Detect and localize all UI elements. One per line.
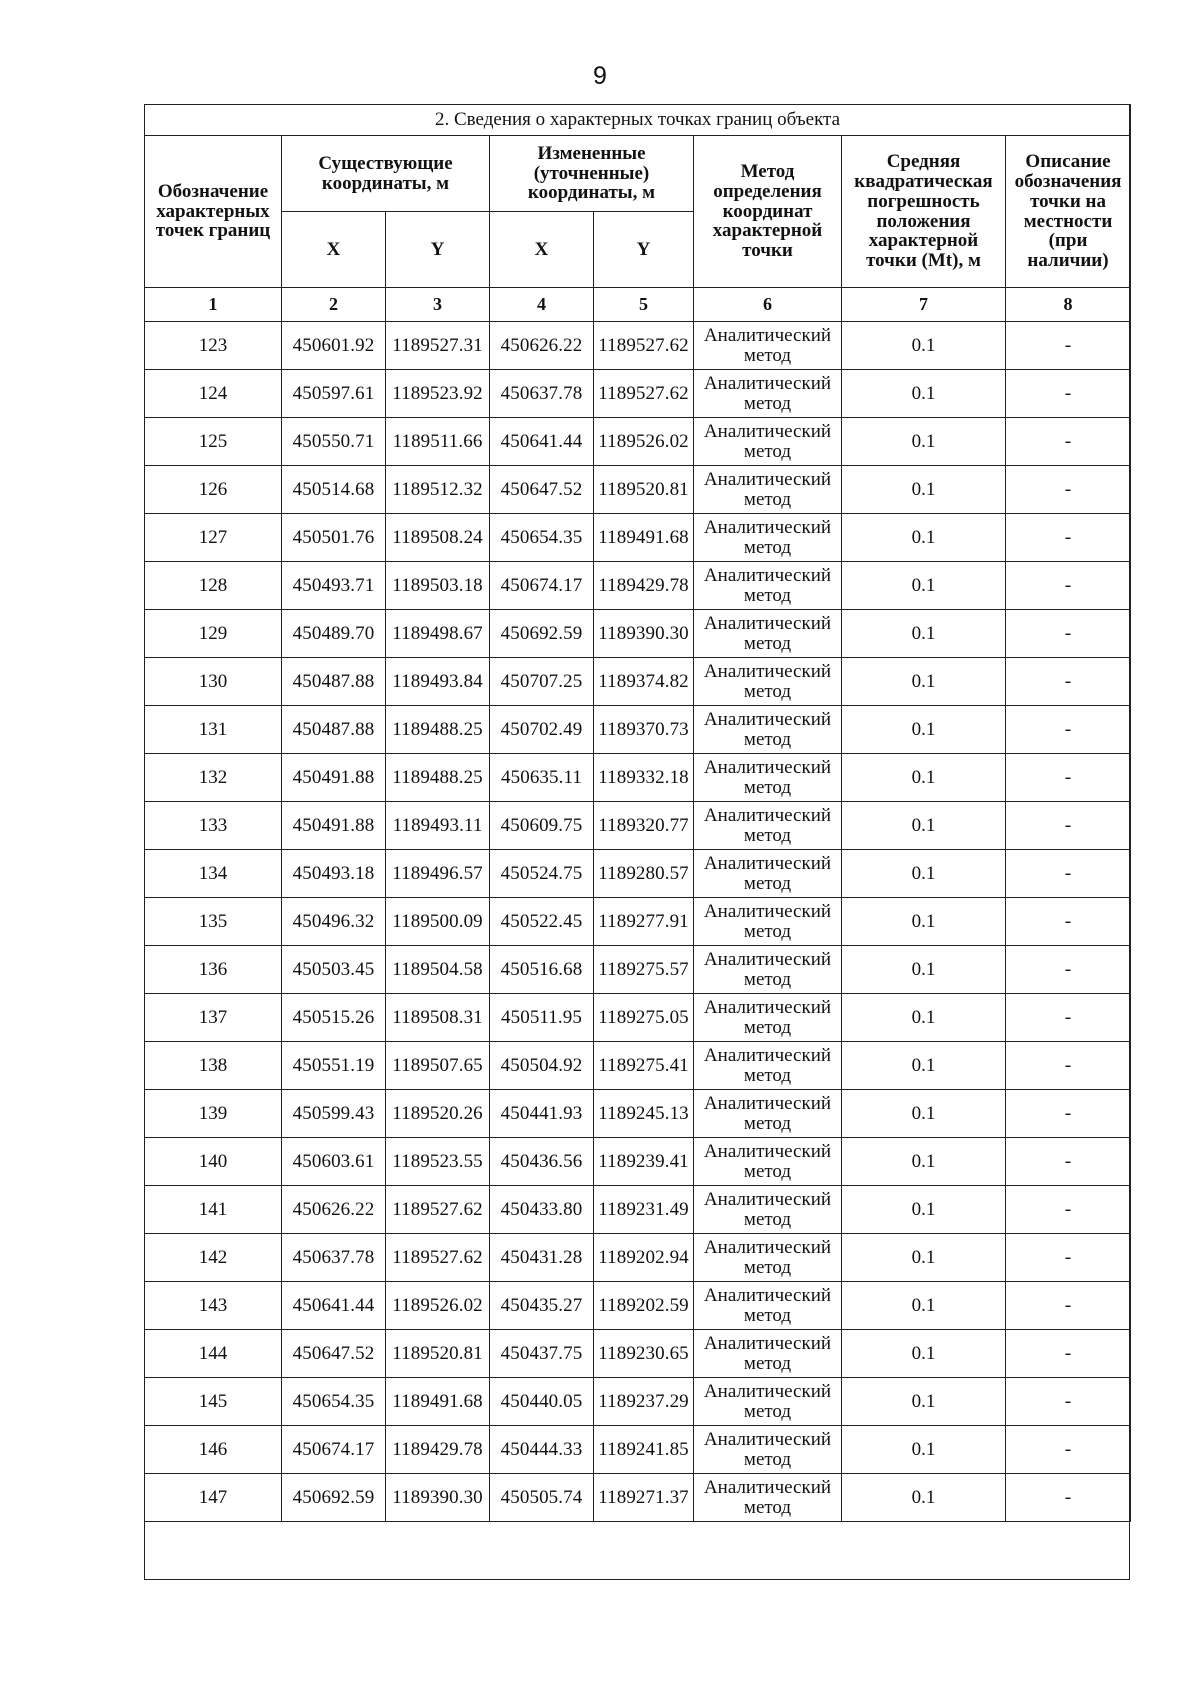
cell-existing-y: 1189488.25 (386, 754, 490, 802)
cell-description: - (1006, 1474, 1131, 1522)
cell-point-designation: 147 (145, 1474, 282, 1522)
cell-method: Аналитический метод (694, 418, 842, 466)
cell-existing-y: 1189511.66 (386, 418, 490, 466)
cell-changed-y: 1189275.41 (594, 1042, 694, 1090)
cell-point-designation: 129 (145, 610, 282, 658)
cell-point-designation: 126 (145, 466, 282, 514)
cell-changed-y: 1189280.57 (594, 850, 694, 898)
cell-changed-x: 450707.25 (490, 658, 594, 706)
cell-existing-x: 450599.43 (282, 1090, 386, 1138)
cell-existing-y: 1189493.11 (386, 802, 490, 850)
cell-changed-y: 1189526.02 (594, 418, 694, 466)
cell-method: Аналитический метод (694, 1042, 842, 1090)
cell-changed-y: 1189527.62 (594, 370, 694, 418)
cell-method: Аналитический метод (694, 994, 842, 1042)
cell-mean-error: 0.1 (842, 1282, 1006, 1330)
cell-existing-x: 450493.18 (282, 850, 386, 898)
cell-changed-x: 450504.92 (490, 1042, 594, 1090)
cell-existing-y: 1189512.32 (386, 466, 490, 514)
cell-mean-error: 0.1 (842, 610, 1006, 658)
cell-changed-y: 1189275.05 (594, 994, 694, 1042)
cell-description: - (1006, 466, 1131, 514)
cell-existing-y: 1189508.31 (386, 994, 490, 1042)
cell-description: - (1006, 754, 1131, 802)
cell-changed-x: 450522.45 (490, 898, 594, 946)
cell-existing-y: 1189429.78 (386, 1426, 490, 1474)
cell-changed-y: 1189520.81 (594, 466, 694, 514)
cell-existing-x: 450641.44 (282, 1282, 386, 1330)
cell-existing-x: 450493.71 (282, 562, 386, 610)
cell-description: - (1006, 1234, 1131, 1282)
cell-description: - (1006, 946, 1131, 994)
cell-existing-x: 450674.17 (282, 1426, 386, 1474)
cell-method: Аналитический метод (694, 466, 842, 514)
cell-method: Аналитический метод (694, 946, 842, 994)
cell-changed-y: 1189231.49 (594, 1186, 694, 1234)
cell-mean-error: 0.1 (842, 706, 1006, 754)
cell-point-designation: 137 (145, 994, 282, 1042)
header-existing-coordinates: Существующие координаты, м (282, 136, 490, 212)
cell-mean-error: 0.1 (842, 1042, 1006, 1090)
page-number: 9 (593, 62, 607, 90)
cell-changed-x: 450692.59 (490, 610, 594, 658)
cell-changed-x: 450647.52 (490, 466, 594, 514)
cell-description: - (1006, 1090, 1131, 1138)
cell-mean-error: 0.1 (842, 562, 1006, 610)
cell-changed-y: 1189332.18 (594, 754, 694, 802)
cell-existing-y: 1189488.25 (386, 706, 490, 754)
cell-changed-y: 1189491.68 (594, 514, 694, 562)
column-number: 5 (594, 288, 694, 322)
cell-existing-x: 450514.68 (282, 466, 386, 514)
cell-description: - (1006, 562, 1131, 610)
cell-point-designation: 133 (145, 802, 282, 850)
cell-point-designation: 124 (145, 370, 282, 418)
cell-method: Аналитический метод (694, 1378, 842, 1426)
cell-description: - (1006, 706, 1131, 754)
cell-existing-y: 1189527.31 (386, 322, 490, 370)
cell-existing-y: 1189504.58 (386, 946, 490, 994)
cell-changed-y: 1189370.73 (594, 706, 694, 754)
cell-changed-y: 1189390.30 (594, 610, 694, 658)
cell-description: - (1006, 850, 1131, 898)
empty-bottom-row (144, 1532, 1130, 1580)
cell-changed-x: 450444.33 (490, 1426, 594, 1474)
cell-existing-y: 1189523.92 (386, 370, 490, 418)
cell-point-designation: 127 (145, 514, 282, 562)
cell-mean-error: 0.1 (842, 850, 1006, 898)
cell-existing-x: 450551.19 (282, 1042, 386, 1090)
cell-mean-error: 0.1 (842, 1090, 1006, 1138)
header-method: Метод определения координат характерной точки (694, 136, 842, 288)
cell-mean-error: 0.1 (842, 754, 1006, 802)
cell-mean-error: 0.1 (842, 1426, 1006, 1474)
column-number: 7 (842, 288, 1006, 322)
cell-mean-error: 0.1 (842, 418, 1006, 466)
cell-changed-y: 1189245.13 (594, 1090, 694, 1138)
cell-existing-y: 1189508.24 (386, 514, 490, 562)
cell-changed-x: 450702.49 (490, 706, 594, 754)
cell-changed-x: 450516.68 (490, 946, 594, 994)
cell-changed-y: 1189271.37 (594, 1474, 694, 1522)
cell-description: - (1006, 802, 1131, 850)
cell-point-designation: 142 (145, 1234, 282, 1282)
cell-changed-y: 1189202.59 (594, 1282, 694, 1330)
cell-point-designation: 135 (145, 898, 282, 946)
header-mean-error: Средняя квадратическая погрешность положения характерной точки (Mt), м (842, 136, 1006, 288)
cell-changed-y: 1189527.62 (594, 322, 694, 370)
cell-existing-x: 450501.76 (282, 514, 386, 562)
cell-method: Аналитический метод (694, 370, 842, 418)
cell-changed-x: 450635.11 (490, 754, 594, 802)
cell-existing-x: 450515.26 (282, 994, 386, 1042)
cell-mean-error: 0.1 (842, 466, 1006, 514)
cell-method: Аналитический метод (694, 850, 842, 898)
cell-existing-x: 450597.61 (282, 370, 386, 418)
header-designation: Обозначение характерных точек границ (145, 136, 282, 288)
cell-point-designation: 139 (145, 1090, 282, 1138)
cell-mean-error: 0.1 (842, 1186, 1006, 1234)
cell-point-designation: 140 (145, 1138, 282, 1186)
cell-changed-y: 1189277.91 (594, 898, 694, 946)
cell-method: Аналитический метод (694, 1234, 842, 1282)
cell-point-designation: 123 (145, 322, 282, 370)
cell-method: Аналитический метод (694, 898, 842, 946)
cell-changed-x: 450437.75 (490, 1330, 594, 1378)
cell-mean-error: 0.1 (842, 898, 1006, 946)
cell-changed-x: 450524.75 (490, 850, 594, 898)
cell-description: - (1006, 322, 1131, 370)
cell-method: Аналитический метод (694, 1426, 842, 1474)
cell-existing-y: 1189491.68 (386, 1378, 490, 1426)
table-frame (144, 104, 1130, 1580)
header-changed-y: Y (594, 212, 694, 288)
cell-changed-x: 450626.22 (490, 322, 594, 370)
cell-point-designation: 130 (145, 658, 282, 706)
cell-mean-error: 0.1 (842, 322, 1006, 370)
cell-point-designation: 136 (145, 946, 282, 994)
header-description: Описание обозначения точки на местности (при наличии) (1006, 136, 1131, 288)
cell-point-designation: 125 (145, 418, 282, 466)
column-number: 6 (694, 288, 842, 322)
cell-description: - (1006, 514, 1131, 562)
cell-changed-x: 450511.95 (490, 994, 594, 1042)
column-number: 8 (1006, 288, 1131, 322)
cell-mean-error: 0.1 (842, 370, 1006, 418)
cell-existing-y: 1189390.30 (386, 1474, 490, 1522)
column-number: 4 (490, 288, 594, 322)
cell-changed-x: 450440.05 (490, 1378, 594, 1426)
column-number: 2 (282, 288, 386, 322)
cell-existing-x: 450603.61 (282, 1138, 386, 1186)
cell-method: Аналитический метод (694, 322, 842, 370)
cell-description: - (1006, 610, 1131, 658)
header-existing-y: Y (386, 212, 490, 288)
cell-method: Аналитический метод (694, 802, 842, 850)
cell-method: Аналитический метод (694, 1474, 842, 1522)
cell-changed-x: 450435.27 (490, 1282, 594, 1330)
cell-existing-y: 1189503.18 (386, 562, 490, 610)
cell-mean-error: 0.1 (842, 994, 1006, 1042)
cell-description: - (1006, 1330, 1131, 1378)
cell-mean-error: 0.1 (842, 946, 1006, 994)
header-existing-x: X (282, 212, 386, 288)
cell-changed-x: 450637.78 (490, 370, 594, 418)
cell-point-designation: 141 (145, 1186, 282, 1234)
cell-description: - (1006, 1282, 1131, 1330)
header-changed-coordinates: Измененные (уточненные) координаты, м (490, 136, 694, 212)
cell-mean-error: 0.1 (842, 1378, 1006, 1426)
cell-mean-error: 0.1 (842, 514, 1006, 562)
column-number: 3 (386, 288, 490, 322)
cell-existing-x: 450654.35 (282, 1378, 386, 1426)
cell-existing-y: 1189527.62 (386, 1234, 490, 1282)
cell-changed-x: 450433.80 (490, 1186, 594, 1234)
cell-existing-y: 1189496.57 (386, 850, 490, 898)
cell-description: - (1006, 994, 1131, 1042)
section-title: 2. Сведения о характерных точках границ объекта (145, 105, 1131, 136)
cell-existing-x: 450496.32 (282, 898, 386, 946)
cell-point-designation: 131 (145, 706, 282, 754)
cell-existing-x: 450601.92 (282, 322, 386, 370)
cell-existing-x: 450626.22 (282, 1186, 386, 1234)
cell-existing-y: 1189500.09 (386, 898, 490, 946)
cell-existing-x: 450491.88 (282, 754, 386, 802)
cell-existing-y: 1189507.65 (386, 1042, 490, 1090)
cell-mean-error: 0.1 (842, 1474, 1006, 1522)
cell-point-designation: 134 (145, 850, 282, 898)
cell-method: Аналитический метод (694, 1282, 842, 1330)
cell-existing-y: 1189498.67 (386, 610, 490, 658)
cell-point-designation: 145 (145, 1378, 282, 1426)
cell-existing-y: 1189523.55 (386, 1138, 490, 1186)
cell-method: Аналитический метод (694, 1330, 842, 1378)
cell-existing-x: 450487.88 (282, 658, 386, 706)
cell-point-designation: 146 (145, 1426, 282, 1474)
cell-point-designation: 143 (145, 1282, 282, 1330)
cell-changed-y: 1189374.82 (594, 658, 694, 706)
cell-point-designation: 128 (145, 562, 282, 610)
cell-method: Аналитический метод (694, 754, 842, 802)
cell-description: - (1006, 418, 1131, 466)
cell-existing-x: 450487.88 (282, 706, 386, 754)
cell-changed-x: 450505.74 (490, 1474, 594, 1522)
cell-point-designation: 132 (145, 754, 282, 802)
cell-existing-x: 450503.45 (282, 946, 386, 994)
cell-method: Аналитический метод (694, 610, 842, 658)
cell-changed-x: 450674.17 (490, 562, 594, 610)
cell-description: - (1006, 370, 1131, 418)
cell-existing-y: 1189526.02 (386, 1282, 490, 1330)
column-number: 1 (145, 288, 282, 322)
cell-description: - (1006, 898, 1131, 946)
cell-changed-y: 1189241.85 (594, 1426, 694, 1474)
cell-changed-x: 450641.44 (490, 418, 594, 466)
cell-changed-y: 1189230.65 (594, 1330, 694, 1378)
cell-method: Аналитический метод (694, 514, 842, 562)
cell-mean-error: 0.1 (842, 802, 1006, 850)
cell-existing-x: 450692.59 (282, 1474, 386, 1522)
cell-method: Аналитический метод (694, 1138, 842, 1186)
cell-method: Аналитический метод (694, 1186, 842, 1234)
cell-description: - (1006, 658, 1131, 706)
cell-method: Аналитический метод (694, 562, 842, 610)
cell-existing-y: 1189520.26 (386, 1090, 490, 1138)
cell-existing-x: 450637.78 (282, 1234, 386, 1282)
cell-changed-y: 1189239.41 (594, 1138, 694, 1186)
cell-mean-error: 0.1 (842, 1234, 1006, 1282)
cell-mean-error: 0.1 (842, 658, 1006, 706)
cell-changed-x: 450431.28 (490, 1234, 594, 1282)
cell-point-designation: 138 (145, 1042, 282, 1090)
cell-method: Аналитический метод (694, 1090, 842, 1138)
cell-description: - (1006, 1186, 1131, 1234)
cell-method: Аналитический метод (694, 706, 842, 754)
cell-changed-x: 450436.56 (490, 1138, 594, 1186)
cell-changed-x: 450441.93 (490, 1090, 594, 1138)
cell-changed-x: 450609.75 (490, 802, 594, 850)
cell-existing-x: 450489.70 (282, 610, 386, 658)
header-changed-x: X (490, 212, 594, 288)
cell-changed-y: 1189275.57 (594, 946, 694, 994)
cell-changed-y: 1189202.94 (594, 1234, 694, 1282)
cell-existing-y: 1189493.84 (386, 658, 490, 706)
cell-description: - (1006, 1426, 1131, 1474)
cell-existing-y: 1189520.81 (386, 1330, 490, 1378)
cell-existing-x: 450647.52 (282, 1330, 386, 1378)
cell-description: - (1006, 1378, 1131, 1426)
cell-existing-x: 450550.71 (282, 418, 386, 466)
cell-description: - (1006, 1138, 1131, 1186)
cell-existing-y: 1189527.62 (386, 1186, 490, 1234)
cell-changed-x: 450654.35 (490, 514, 594, 562)
cell-changed-y: 1189237.29 (594, 1378, 694, 1426)
cell-description: - (1006, 1042, 1131, 1090)
cell-existing-x: 450491.88 (282, 802, 386, 850)
cell-method: Аналитический метод (694, 658, 842, 706)
cell-changed-y: 1189320.77 (594, 802, 694, 850)
cell-point-designation: 144 (145, 1330, 282, 1378)
cell-mean-error: 0.1 (842, 1330, 1006, 1378)
cell-changed-y: 1189429.78 (594, 562, 694, 610)
cell-mean-error: 0.1 (842, 1138, 1006, 1186)
